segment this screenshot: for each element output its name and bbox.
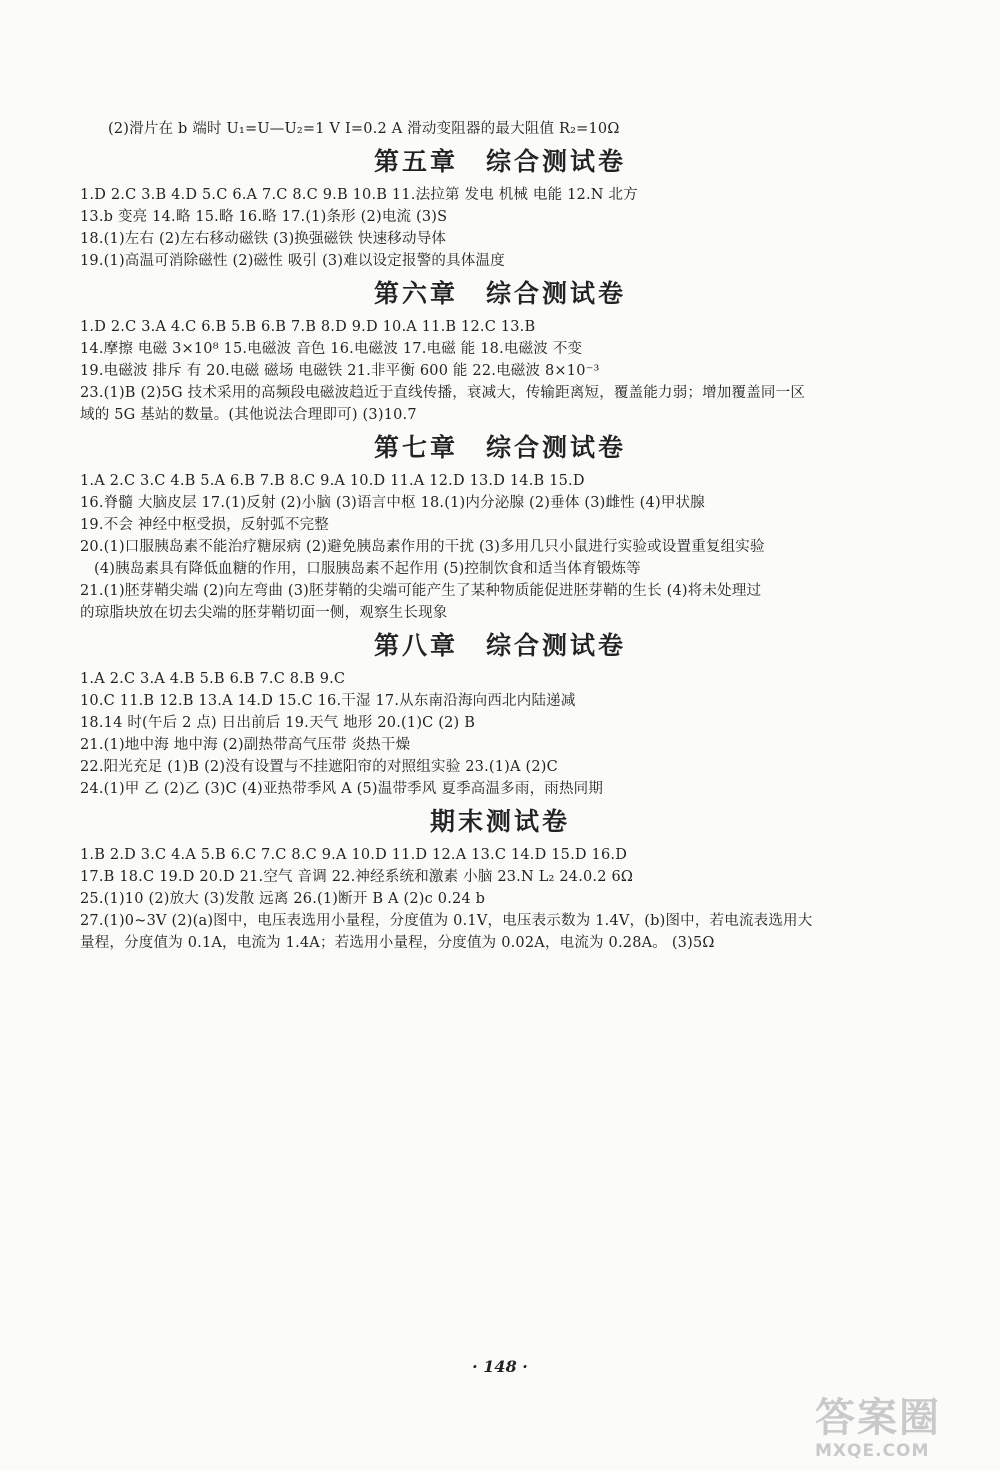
section-chapter-6 — [80, 272, 920, 426]
answer-line: 21.(1)胚芽鞘尖端 (2)向左弯曲 (3)胚芽鞘的尖端可能产生了某种物质能促进胚芽鞘的生长 (4)将未处理过 — [80, 583, 762, 599]
answer-line: 14.摩擦 电磁 3×10⁸ 15.电磁波 音色 16.电磁波 17.电磁 能 18.电磁波 不变 — [80, 341, 583, 357]
answer-line: 20.(1)口服胰岛素不能治疗糖尿病 (2)避免胰岛素作用的干扰 (3)多用几只小鼠进行实验或设置重复组实验 — [80, 539, 765, 555]
answer-line: 19.电磁波 排斥 有 20.电磁 磁场 电磁铁 21.非平衡 600 能 22.电磁波 8×10⁻³ — [80, 363, 600, 379]
answer-line: 17.B 18.C 19.D 20.D 21.空气 音调 22.神经系统和激素 小脑 23.N L₂ 24.0.2 6Ω — [80, 869, 634, 885]
intro-line: (2)滑片在 b 端时 U₁=U—U₂=1 V I=0.2 A 滑动变阻器的最大阻值 R₂=10Ω — [108, 121, 620, 137]
answer-page — [80, 118, 920, 954]
answer-line: 19.不会 神经中枢受损，反射弧不完整 — [80, 517, 329, 533]
answer-line: 1.B 2.D 3.C 4.A 5.B 6.C 7.C 8.C 9.A 10.D 11.D 12.A 13.C 14.D 15.D 16.D — [80, 847, 628, 863]
answer-line: 量程，分度值为 0.1A，电流为 1.4A；若选用小量程，分度值为 0.02A，电流为 0.28A。 (3)5Ω — [80, 935, 715, 951]
answer-line: 19.(1)高温可消除磁性 (2)磁性 吸引 (3)难以设定报警的具体温度 — [80, 253, 505, 269]
section-title: 第六章 综合测试卷 — [373, 279, 626, 308]
answer-line: 27.(1)0~3V (2)(a)图中，电压表选用小量程，分度值为 0.1V，电压表示数为 1.4V，(b)图中，若电流表选用大 — [80, 913, 813, 929]
answer-line: (4)胰岛素具有降低血糖的作用，口服胰岛素不起作用 (5)控制饮食和适当体育锻炼等 — [94, 561, 641, 577]
section-title: 第七章 综合测试卷 — [373, 433, 626, 462]
section-chapter-5 — [80, 140, 920, 272]
section-title: 第八章 综合测试卷 — [373, 631, 626, 660]
answer-line: 21.(1)地中海 地中海 (2)副热带高气压带 炎热干燥 — [80, 737, 411, 753]
answer-line: 1.D 2.C 3.A 4.C 6.B 5.B 6.B 7.B 8.D 9.D 10.A 11.B 12.C 13.B — [80, 319, 536, 335]
answer-line: 23.(1)B (2)5G 技术采用的高频段电磁波趋近于直线传播，衰减大，传输距离短，覆盖能力弱；增加覆盖同一区 — [80, 385, 806, 401]
section-title: 第五章 综合测试卷 — [373, 147, 626, 176]
watermark-site-text: MXQE.COM — [815, 1441, 930, 1461]
answer-line: 域的 5G 基站的数量。(其他说法合理即可) (3)10.7 — [80, 407, 417, 423]
answer-line: 25.(1)10 (2)放大 (3)发散 远离 26.(1)断开 B A (2)c 0.24 b — [80, 891, 486, 907]
page-number: · 148 · — [472, 1357, 528, 1376]
answer-line: 1.A 2.C 3.C 4.B 5.A 6.B 7.B 8.C 9.A 10.D 11.A 12.D 13.D 14.B 15.D — [80, 473, 585, 489]
section-chapter-8 — [80, 624, 920, 800]
answer-line: 10.C 11.B 12.B 13.A 14.D 15.C 16.干湿 17.从东南沿海向西北内陆递减 — [80, 693, 576, 709]
answer-line: 16.脊髓 大脑皮层 17.(1)反射 (2)小脑 (3)语言中枢 18.(1)内分泌腺 (2)垂体 (3)雌性 (4)甲状腺 — [80, 495, 705, 511]
answer-line: 1.A 2.C 3.A 4.B 5.B 6.B 7.C 8.B 9.C — [80, 671, 346, 687]
answer-line: 18.(1)左右 (2)左右移动磁铁 (3)换强磁铁 快速移动导体 — [80, 231, 447, 247]
section-chapter-7 — [80, 426, 920, 624]
section-final-test — [80, 800, 920, 954]
answer-line: 22.阳光充足 (1)B (2)没有设置与不挂遮阳帘的对照组实验 23.(1)A (2)C — [80, 759, 558, 775]
answer-line: 24.(1)甲 乙 (2)乙 (3)C (4)亚热带季风 A (5)温带季风 夏季高温多雨，雨热同期 — [80, 781, 604, 797]
answer-line: 1.D 2.C 3.B 4.D 5.C 6.A 7.C 8.C 9.B 10.B 11.法拉第 发电 机械 电能 12.N 北方 — [80, 187, 638, 203]
watermark-logo-text: 答案圈 — [815, 1395, 941, 1441]
watermark-logo — [815, 1395, 985, 1465]
answer-line: 的琼脂块放在切去尖端的胚芽鞘切面一侧，观察生长现象 — [80, 605, 448, 621]
section-title: 期末测试卷 — [429, 807, 570, 836]
answer-line: 13.b 变亮 14.略 15.略 16.略 17.(1)条形 (2)电流 (3)S — [80, 209, 448, 225]
answer-line: 18.14 时(午后 2 点) 日出前后 19.天气 地形 20.(1)C (2) B — [80, 715, 476, 731]
